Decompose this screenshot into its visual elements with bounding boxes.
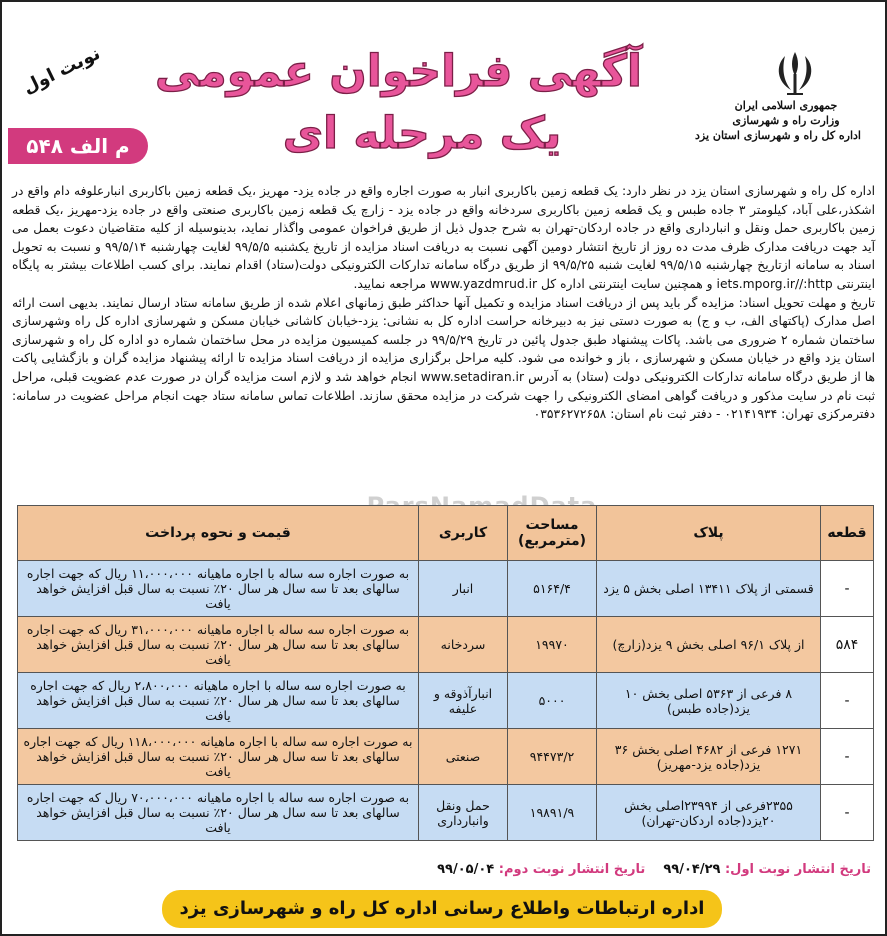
publish-dates xyxy=(16,862,871,877)
cell-ghat: - xyxy=(821,561,874,617)
first-publish-value: ۹۹/۰۴/۲۹ xyxy=(663,862,721,877)
cell-ghat: - xyxy=(821,785,874,841)
cell-plak: ۸ فرعی از ۵۳۶۳ اصلی بخش ۱۰ یزد(جاده طبس) xyxy=(597,673,821,729)
col-masahat: مساحت (مترمربع) xyxy=(508,506,597,561)
col-plak: پلاک xyxy=(597,506,821,561)
cell-price: به صورت اجاره سه ساله با اجاره ماهیانه ۱۱۸،۰۰۰،۰۰۰ ریال که جهت اجاره سالهای بعد تا سه سال هر سال ۲۰٪ نسبت به سال قبل افزایش خواهد یافت xyxy=(18,729,419,785)
col-price: قیمت و نحوه پرداخت xyxy=(18,506,419,561)
table-header-row xyxy=(18,506,874,561)
cell-price: به صورت اجاره سه ساله با اجاره ماهیانه ۳۱،۰۰۰،۰۰۰ ریال که جهت اجاره سالهای بعد تا سه سال هر سال ۲۰٪ نسبت به سال قبل افزایش خواهد یافت xyxy=(18,617,419,673)
cell-price: به صورت اجاره سه ساله با اجاره ماهیانه ۲،۸۰۰،۰۰۰ ریال که جهت اجاره سالهای بعد تا سه سال هر سال ۲۰٪ نسبت به سال قبل افزایش خواهد یافت xyxy=(18,673,419,729)
cell-price: به صورت اجاره سه ساله با اجاره ماهیانه ۷۰،۰۰۰،۰۰۰ ریال که جهت اجاره سالهای بعد تا سه سال هر سال ۲۰٪ نسبت به سال قبل افزایش خواهد یافت xyxy=(18,785,419,841)
cell-ghat: ۵۸۴ xyxy=(821,617,874,673)
cell-karbari: انبارآذوقه و علیفه xyxy=(419,673,508,729)
body-paragraph-2: تاریخ و مهلت تحویل اسناد: مزایده گر باید پس از دریافت اسناد مزایده و تکمیل آنها حداکثر طبق زمانهای اعلام شده از طریق سامانه ستاد ارسال نمایند. بدیهی است ارائه اصل مدارک (پاکتهای الف، ب و ج) به صورت دستی نیز به دبیرخانه حراست اداره کل به نشانی: یزد-خیابان کاشانی خیابان مسکن و شهرسازی اداره کل راه وشهرسازی ساختمان شماره ۲ ضروری می باشد. پاکات پیشنهاد طبق جدول پائین در تاریخ ۹۹/۵/۲۹ در جلسه کمیسیون مزایده در محل ساختمان شماره دو اداره کل راه و شهرسازی استان یزد واقع در خیابان مسکن و شهرسازی ، باز و خوانده می شود. کلیه مراحل برگزاری مزایده از دریافت اسناد مزایده تا ارائه پیشنهاد مزایده گران و بازگشایی پاکت ها از طریق درگاه سامانه تدارکات الکترونیکی دولت (ستاد) به آدرس www.setadiran.ir انجام خواهد شد و لازم است مزایده گران در صورت عدم عضویت قبلی، مراحل ثبت نام در سایت مذکور و دریافت گواهی امضای الکترونیکی را جهت شرکت در مزایده محقق سازند. اطلاعات تماس سامانه ستاد جهت انجام مراحل عضویت در سامانه: دفترمرکزی تهران: ۰۲۱۴۱۹۳۴ - دفتر ثبت نام استان: ۰۳۵۳۶۲۷۲۶۵۸ xyxy=(12,295,875,422)
turn-label: نوبت اول xyxy=(19,42,104,99)
second-publish-label: تاریخ انتشار نوبت دوم: xyxy=(498,862,646,877)
cell-ghat: - xyxy=(821,729,874,785)
iran-emblem-icon xyxy=(767,48,823,98)
notice-body xyxy=(12,182,875,424)
body-paragraph-1: اداره کل راه و شهرسازی استان یزد در نظر دارد: یک قطعه زمین باکاربری انبار به صورت اجاره واقع در جاده یزد- مهریز ،یک قطعه زمین باکاربری انبارعلوفه دام واقع در اشکذر،علی آباد، کیلومتر ۳ جاده طبس و یک قطعه زمین باکاربری سردخانه واقع در جاده یزد - زارچ یک قطعه زمین باکاربری صنعتی واقع در جاده یزد-مهریز ،یک قطعه زمین باکاربری حمل ونقل و انبارداری واقع در جاده اردکان-تهران به شرح جدول ذیل از طریق فراخوان عمومی واگذار نماید، بدینوسیله از کلیه متقاضیان دعوت بعمل می آید جهت دریافت مدارک ظرف مدت ده روز از تاریخ انتشار دومین آگهی نسبت به دریافت اسناد مزایده از تاریخ یکشنبه ۹۹/۵/۵ لغایت چهارشنبه ۹۹/۵/۱۴ و نسبت به تحویل اسناد به سامانه ازتاریخ چهارشنبه ۹۹/۵/۱۵ لغایت شنبه ۹۹/۵/۲۵ از طریق درگاه سامانه تدارکات الکترونیکی دولت(ستاد) اقدام نمایند. برای کسب اطلاعات بیشتر به پایگاه اینترنتی iets.mporg.ir//:http و همچنین سایت اینترنتی اداره کل www.yazdmrud.ir مراجعه نمایید. xyxy=(12,184,876,291)
table-row xyxy=(18,729,874,785)
cell-masahat: ۹۴۴۷۳/۲ xyxy=(508,729,597,785)
cell-ghat: - xyxy=(821,673,874,729)
cell-karbari: سردخانه xyxy=(419,617,508,673)
cell-masahat: ۱۹۹۷۰ xyxy=(508,617,597,673)
cell-masahat: ۵۰۰۰ xyxy=(508,673,597,729)
col-ghat: قطعه xyxy=(821,506,874,561)
org-line2: وزارت راه و شهرسازی xyxy=(732,114,840,127)
cell-plak: ۱۲۷۱ فرعی از ۴۶۸۲ اصلی بخش ۳۶ یزد(جاده یزد-مهریز) xyxy=(597,729,821,785)
second-publish-value: ۹۹/۰۵/۰۴ xyxy=(437,862,495,877)
title-line1: آگهی فراخوان عمومی xyxy=(155,46,642,97)
title-line2: یک مرحله ای xyxy=(282,108,562,159)
org-block xyxy=(695,98,861,143)
cell-karbari: صنعتی xyxy=(419,729,508,785)
cell-plak: از پلاک ۹۶/۱ اصلی بخش ۹ یزد(زارچ) xyxy=(597,617,821,673)
cell-price: به صورت اجاره سه ساله با اجاره ماهیانه ۱۱،۰۰۰،۰۰۰ ریال که جهت اجاره سالهای بعد تا سه سال هر سال ۲۰٪ نسبت به سال قبل افزایش خواهد یافت xyxy=(18,561,419,617)
org-line3: اداره کل راه و شهرسازی استان یزد xyxy=(695,129,861,142)
first-publish-label: تاریخ انتشار نوبت اول: xyxy=(724,862,871,877)
footer-banner: اداره ارتباطات واطلاع رسانی اداره کل راه و شهرسازی یزد xyxy=(162,890,722,928)
table-row xyxy=(18,617,874,673)
parcels-table xyxy=(17,505,874,841)
cell-masahat: ۵۱۶۴/۴ xyxy=(508,561,597,617)
header xyxy=(2,2,885,180)
cell-karbari: حمل ونقل وانبارداری xyxy=(419,785,508,841)
table-row xyxy=(18,561,874,617)
code-badge: م الف ۵۴۸ xyxy=(8,128,148,164)
org-line1: جمهوری اسلامی ایران xyxy=(734,99,838,112)
table-row xyxy=(18,673,874,729)
cell-masahat: ۱۹۸۹۱/۹ xyxy=(508,785,597,841)
col-karbari: کاربری xyxy=(419,506,508,561)
table-row xyxy=(18,785,874,841)
cell-plak: قسمتی از پلاک ۱۳۴۱۱ اصلی بخش ۵ یزد xyxy=(597,561,821,617)
cell-plak: ۲۳۵۵فرعی از ۲۳۹۹۴اصلی بخش ۲۰یزد(جاده اردکان-تهران) xyxy=(597,785,821,841)
cell-karbari: انبار xyxy=(419,561,508,617)
